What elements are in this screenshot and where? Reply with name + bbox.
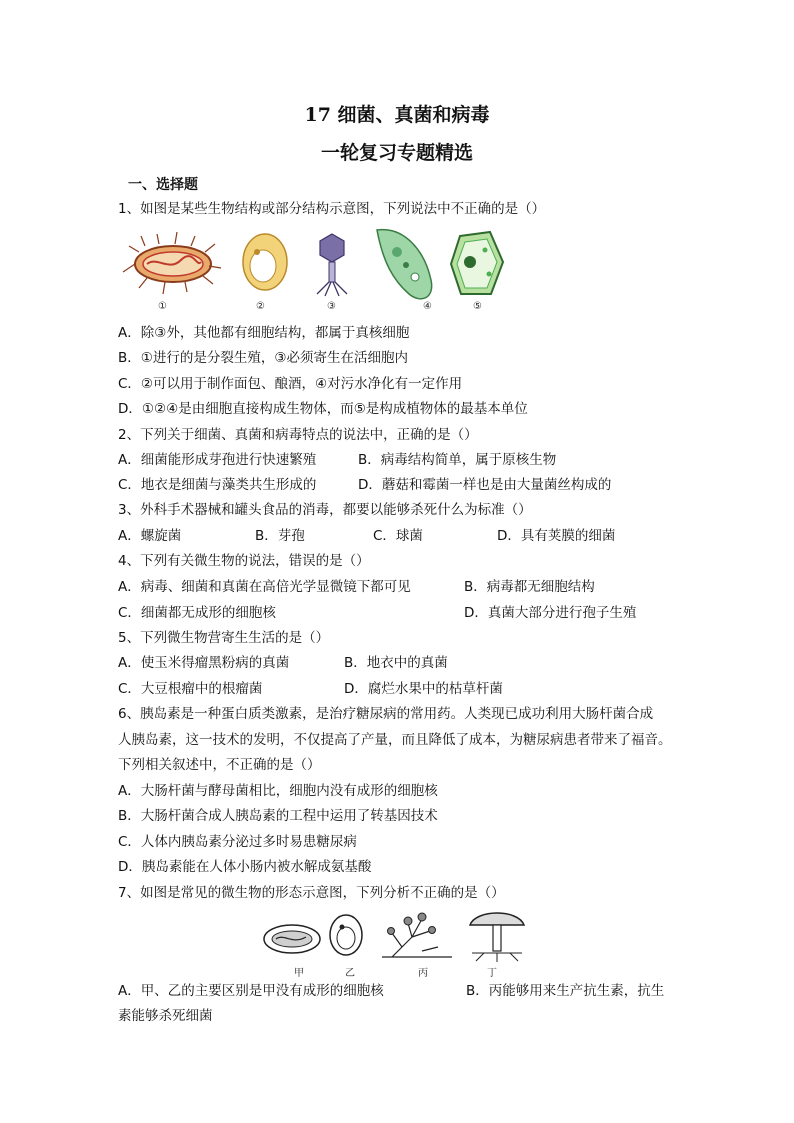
q6-stem-line3: 下列相关叙述中，不正确的是（） — [118, 757, 321, 773]
q3-option-b: B．芽孢 — [255, 528, 305, 544]
bacteriophage-image — [317, 234, 347, 296]
q1-option-a: A．除③外，其他都有细胞结构，都属于真核细胞 — [118, 325, 410, 341]
q6-stem-line2: 人胰岛素，这一技术的发明，不仅提高了产量，而且降低了成本，为糖尿病患者带来了福音。 — [118, 732, 672, 748]
page-title-line2: 一轮复习专题精选 — [320, 142, 473, 164]
q7-stem: 7、如图是常见的微生物的形态示意图，下列分析不正确的是（） — [118, 885, 505, 901]
q5-option-b: B．地衣中的真菌 — [344, 655, 448, 671]
q3-option-a: A．螺旋菌 — [118, 528, 182, 544]
q5-option-c: C．大豆根瘤中的根瘤菌 — [118, 681, 263, 697]
q1-option-d: D．①②④是由细胞直接构成生物体，而⑤是构成植物体的最基本单位 — [118, 401, 528, 417]
mold-sketch — [382, 913, 452, 957]
q2-option-b: B．病毒结构简单，属于原核生物 — [358, 452, 557, 468]
q2-stem: 2、下列关于细菌、真菌和病毒特点的说法中，正确的是（） — [118, 427, 478, 443]
q4-option-c: C．细菌都无成形的细胞核 — [118, 605, 276, 621]
q5-option-a: A．使玉米得瘤黑粉病的真菌 — [118, 655, 290, 671]
q5-stem: 5、下列微生物营寄生生活的是（） — [118, 630, 330, 646]
page-title-line1: 17 细菌、真菌和病毒 — [304, 104, 490, 126]
q1-option-b: B．①进行的是分裂生殖，③必须寄生在活细胞内 — [118, 350, 408, 366]
q3-option-c: C．球菌 — [373, 528, 423, 544]
q4-option-a: A．病毒、细菌和真菌在高倍光学显微镜下都可见 — [118, 579, 411, 595]
q6-stem-line1: 6、胰岛素是一种蛋白质类激素，是治疗糖尿病的常用药。人类现已成功利用大肠杆菌合成 — [118, 706, 654, 722]
q7-option-a: A．甲、乙的主要区别是甲没有成形的细胞核 — [118, 983, 384, 999]
q4-option-d: D．真菌大部分进行孢子生殖 — [464, 605, 637, 621]
q4-option-b: B．病毒都无细胞结构 — [464, 579, 595, 595]
q5-option-d: D．腐烂水果中的枯草杆菌 — [344, 681, 503, 697]
q7-label-bing: 丙 — [418, 968, 428, 979]
q7-label-jia: 甲 — [294, 968, 304, 979]
q6-option-d: D．胰岛素能在人体小肠内被水解成氨基酸 — [118, 859, 372, 875]
q4-stem: 4、下列有关微生物的说法，错误的是（） — [118, 553, 370, 569]
q7-label-ding: 丁 — [487, 968, 497, 979]
mushroom-sketch — [470, 913, 524, 962]
bacterium-image — [123, 232, 221, 294]
q7-option-b: B．丙能够用来生产抗生素，抗生 — [466, 983, 665, 999]
paramecium-image — [377, 230, 432, 299]
plant-cell-image — [451, 232, 503, 294]
q1-label-2: ② — [256, 301, 265, 312]
section-heading: 一、选择题 — [128, 177, 198, 193]
q6-option-b: B．大肠杆菌合成人胰岛素的工程中运用了转基因技术 — [118, 808, 438, 824]
q1-label-5: ⑤ — [473, 301, 482, 312]
q1-label-1: ① — [158, 301, 167, 312]
q2-option-a: A．细菌能形成芽孢进行快速繁殖 — [118, 452, 317, 468]
q7-option-b-cont: 素能够杀死细菌 — [118, 1008, 213, 1024]
q2-option-d: D．蘑菇和霉菌一样也是由大量菌丝构成的 — [358, 477, 612, 493]
q1-stem: 1、如图是某些生物结构或部分结构示意图，下列说法中不正确的是（） — [118, 201, 546, 217]
q7-figure — [262, 907, 532, 963]
yeast-cell-image — [243, 234, 287, 290]
q1-option-c: C．②可以用于制作面包、酿酒，④对污水净化有一定作用 — [118, 376, 463, 392]
q1-figure — [125, 222, 525, 304]
q1-label-4: ④ — [423, 301, 432, 312]
q7-label-yi: 乙 — [345, 968, 355, 979]
q6-option-a: A．大肠杆菌与酵母菌相比，细胞内没有成形的细胞核 — [118, 783, 438, 799]
q3-stem: 3、外科手术器械和罐头食品的消毒，都要以能够杀死什么为标准（） — [118, 502, 532, 518]
q1-label-3: ③ — [327, 301, 336, 312]
q2-option-c: C．地衣是细菌与藻类共生形成的 — [118, 477, 317, 493]
q6-option-c: C．人体内胰岛素分泌过多时易患糖尿病 — [118, 834, 357, 850]
bacterium-sketch — [264, 925, 320, 953]
q3-option-d: D．具有荚膜的细菌 — [497, 528, 616, 544]
yeast-sketch — [330, 915, 362, 955]
